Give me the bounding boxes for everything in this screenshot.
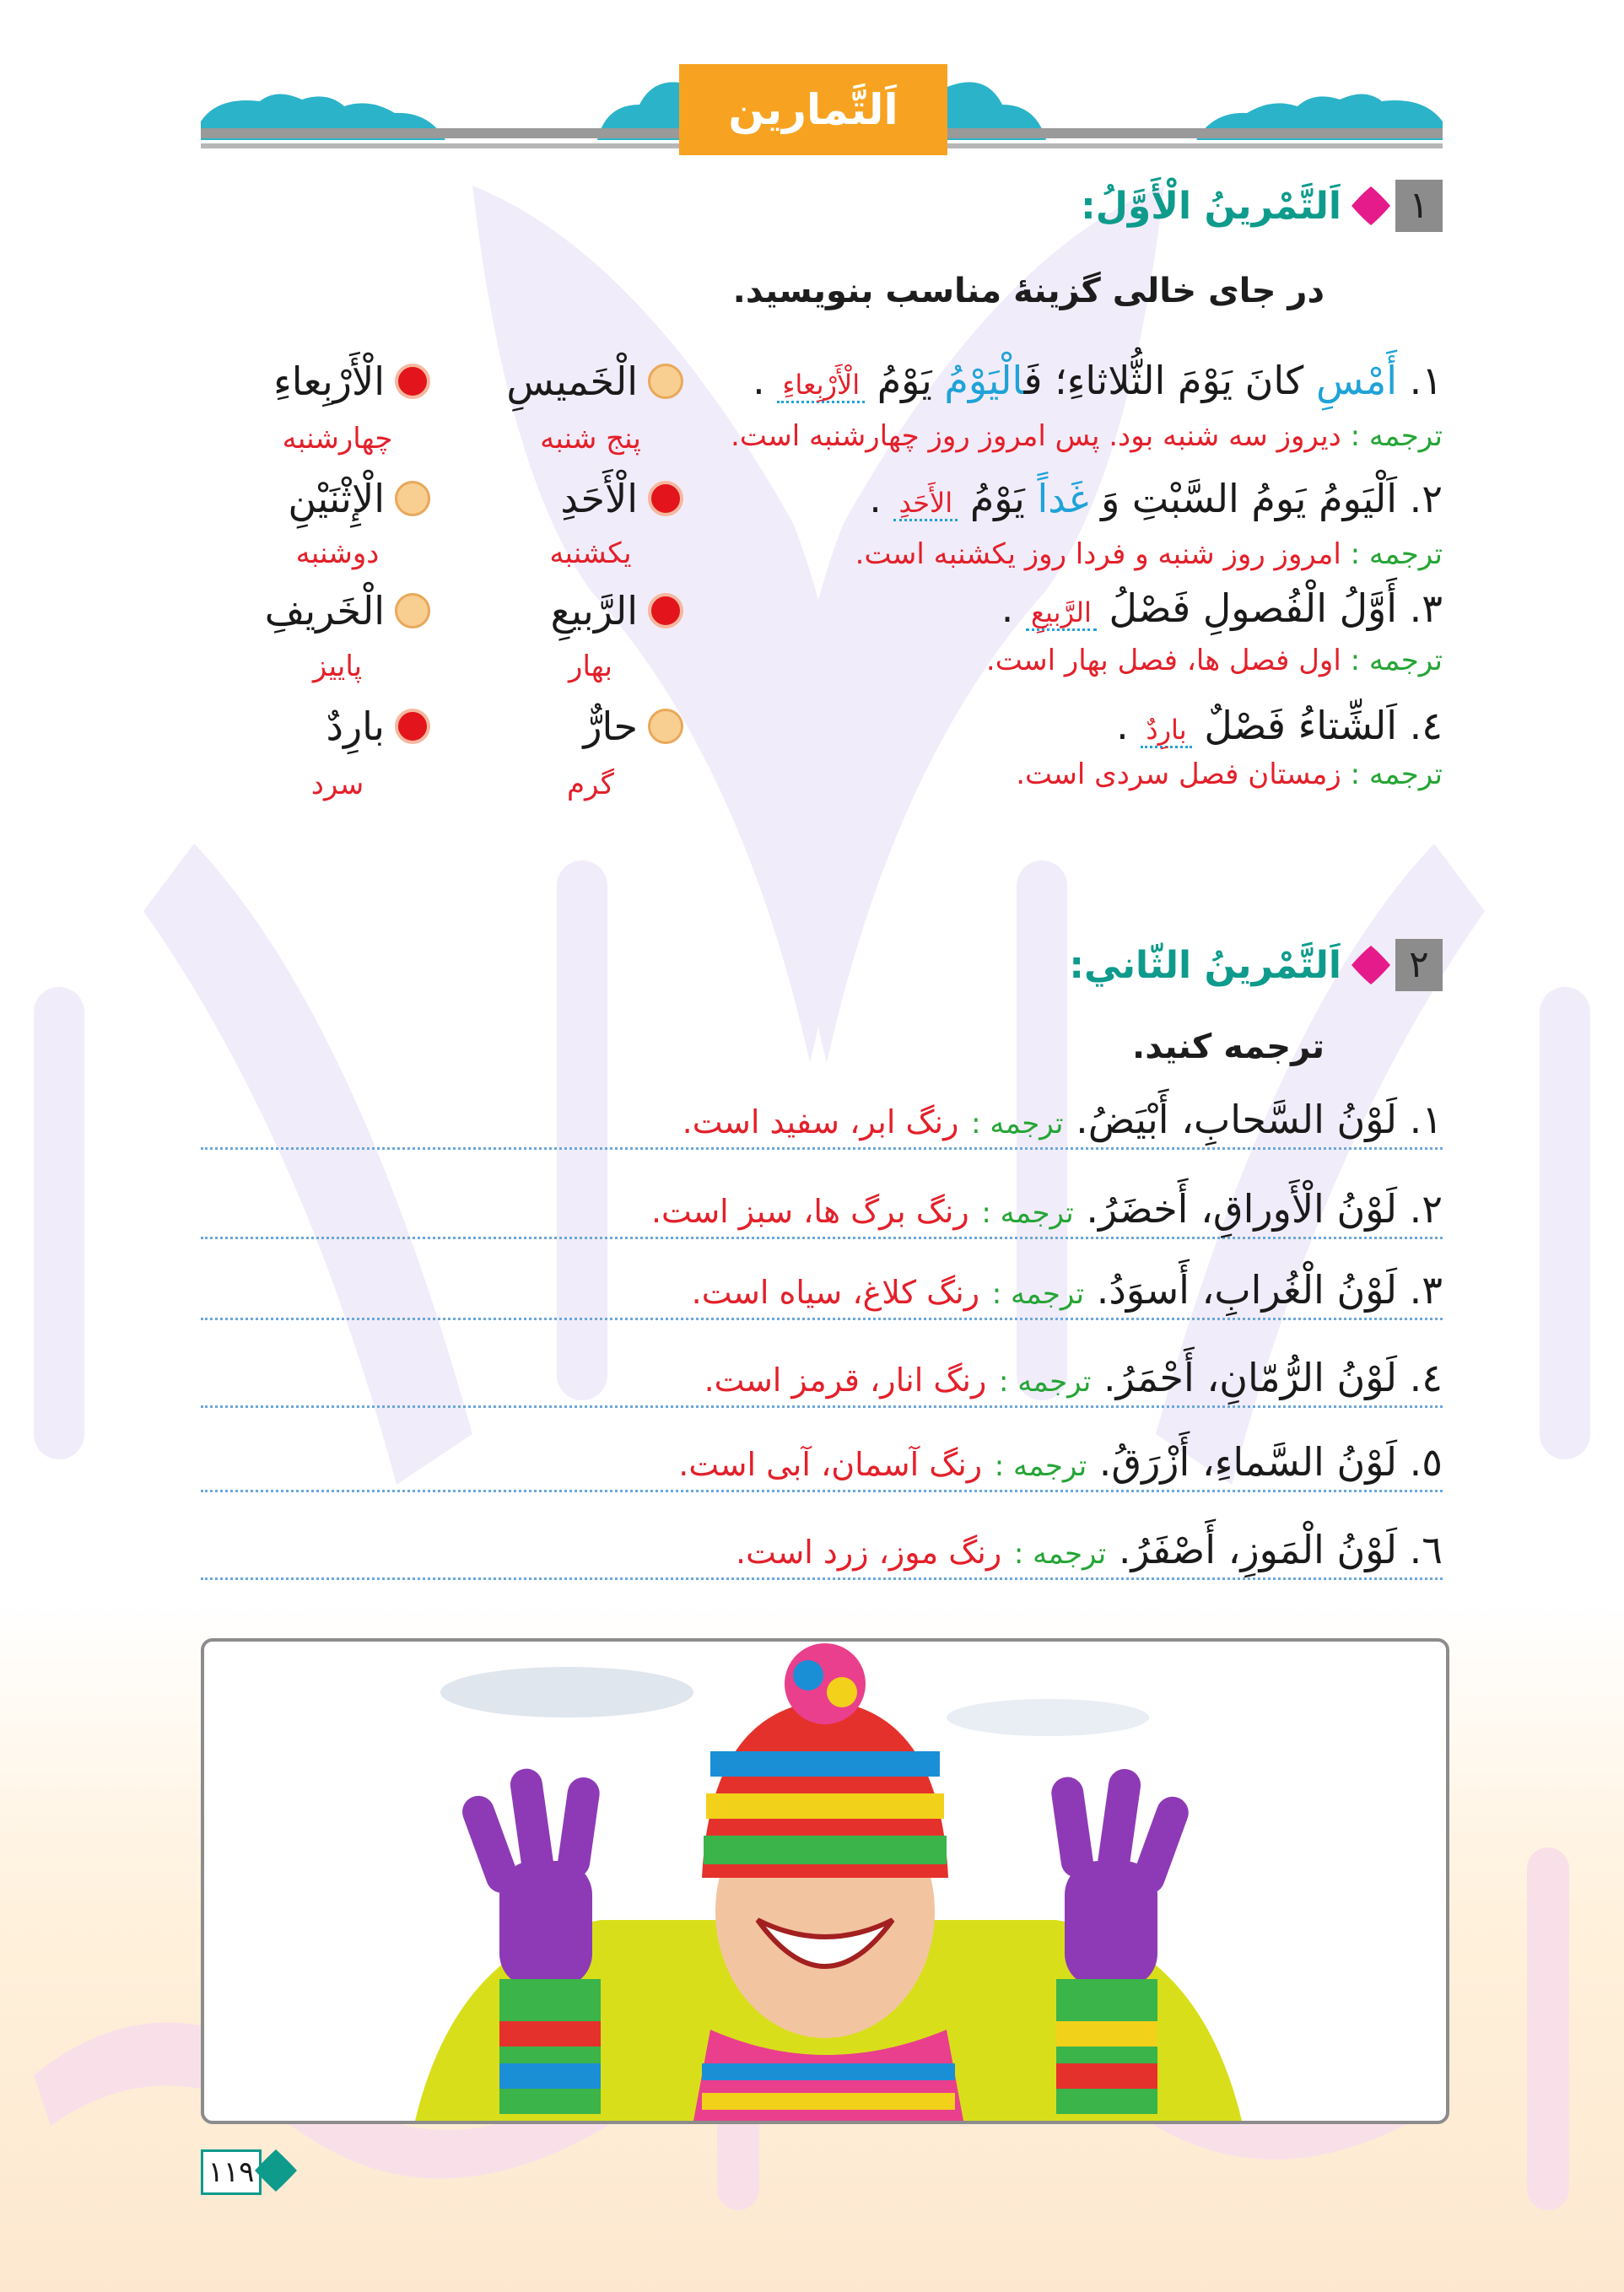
radio-selected-icon[interactable] bbox=[648, 481, 683, 516]
page-number-flower-icon bbox=[253, 2148, 299, 2193]
exercise1-title: اَلتَّمْرینُ الْأَوَّلُ: bbox=[1081, 184, 1341, 228]
exercise1-number: ۱ bbox=[1395, 180, 1443, 232]
option-thursday-meaning: پنج شنبه bbox=[540, 422, 641, 456]
answer-4[interactable]: بارِدٌ bbox=[1141, 714, 1191, 748]
radio-icon[interactable] bbox=[648, 364, 683, 399]
exercise2-number: ۲ bbox=[1395, 939, 1443, 991]
translation-line-6[interactable]: ٦. لَوْنُ الْمَوزِ، أَصْفَرُ. ترجمه : رنگ موز، زرد است. bbox=[201, 1527, 1443, 1580]
question-4: ٤. اَلشِّتاءُ فَصْلٌ بارِدٌ . bbox=[1116, 703, 1443, 748]
translation-line-2[interactable]: ۲. لَوْنُ الْأَوراقِ، أَخضَرُ. ترجمه : رنگ برگ ها، سبز است. bbox=[201, 1186, 1443, 1239]
option-wednesday-meaning: چهارشنبه bbox=[282, 422, 393, 456]
option-spring-meaning: بهار bbox=[569, 650, 612, 683]
translation-4: ترجمه : زمستان فصل سردی است. bbox=[1016, 758, 1443, 791]
photo-girl-in-winter-clothes bbox=[201, 1638, 1449, 2124]
radio-selected-icon[interactable] bbox=[395, 364, 430, 399]
translation-3: ترجمه : اول فصل ها، فصل بهار است. bbox=[985, 644, 1443, 677]
option-monday-meaning: دوشنبه bbox=[295, 537, 380, 570]
radio-selected-icon[interactable] bbox=[395, 709, 430, 744]
flower-icon bbox=[1350, 944, 1392, 986]
exercise2-title: اَلتَّمْرينُ الثّاني: bbox=[1069, 943, 1341, 987]
exercise2-heading bbox=[1069, 938, 1443, 992]
option-sunday-meaning: یکشنبه bbox=[549, 537, 632, 570]
translation-line-5[interactable]: ٥. لَوْنُ السَّماءِ، أَزْرَقُ. ترجمه : رنگ آسمان، آبی است. bbox=[201, 1439, 1443, 1492]
translation-line-1[interactable]: ۱. لَوْنُ السَّحابِ، أَبْيَضُ. ترجمه : رنگ ابر، سفید است. bbox=[201, 1097, 1443, 1150]
question-3: ۳. أَوَّلُ الْفُصولِ فَصْلُ الرَّبيعِ . bbox=[1001, 585, 1443, 631]
option-cold[interactable]: بارِدٌ bbox=[326, 704, 430, 749]
translation-2: ترجمه : امروز روز شنبه و فردا روز یکشنبه است. bbox=[855, 537, 1443, 571]
question-1: ۱. أَمْسِ كانَ يَوْمَ الثُّلاثاءِ؛ فَالْيَوْمُ يَوْمُ الْأَرْبِعاءِ . bbox=[753, 358, 1443, 403]
option-cold-meaning: سرد bbox=[310, 768, 364, 801]
radio-icon[interactable] bbox=[395, 481, 430, 516]
option-autumn[interactable]: الْخَريفِ bbox=[265, 588, 430, 634]
radio-icon[interactable] bbox=[648, 709, 683, 744]
option-hot[interactable]: حارٌّ bbox=[583, 704, 683, 749]
option-wednesday[interactable]: الْأَرْبِعاءِ bbox=[273, 359, 430, 404]
answer-3[interactable]: الرَّبيعِ bbox=[1026, 596, 1097, 631]
option-thursday[interactable]: الْخَميسِ bbox=[506, 359, 683, 404]
exercise2-instruction: ترجمه کنید. bbox=[1132, 1027, 1325, 1066]
option-hot-meaning: گرم bbox=[567, 768, 614, 801]
radio-selected-icon[interactable] bbox=[648, 593, 683, 628]
exercise1-instruction: در جای خالی گزینهٔ مناسب بنویسید. bbox=[732, 272, 1325, 310]
option-sunday[interactable]: الْأَحَدِ bbox=[560, 476, 683, 521]
translation-1: ترجمه : دیروز سه شنبه بود. پس امروز روز چهارشنبه است. bbox=[731, 419, 1443, 453]
flower-icon bbox=[1350, 185, 1392, 227]
option-monday[interactable]: الْإِثْنَيْنِ bbox=[288, 476, 430, 521]
question-2: ۲. اَلْيَومُ يَومُ السَّبْتِ وَ غَداً يَوْمُ الأَحَدِ . bbox=[869, 476, 1443, 521]
translation-line-3[interactable]: ۳. لَوْنُ الْغُرابِ، أَسوَدُ. ترجمه : رنگ کلاغ، سیاه است. bbox=[201, 1267, 1443, 1320]
page-number: ۱۱۹ bbox=[201, 2149, 262, 2195]
page-title: اَلتَّمارین bbox=[679, 64, 947, 155]
answer-2[interactable]: الأَحَدِ bbox=[893, 487, 958, 521]
exercise1-heading bbox=[1081, 179, 1443, 233]
translation-line-4[interactable]: ٤. لَوْنُ الرُّمّانِ، أَحْمَرُ. ترجمه : رنگ انار، قرمز است. bbox=[201, 1355, 1443, 1408]
radio-icon[interactable] bbox=[395, 593, 430, 628]
answer-1[interactable]: الْأَرْبِعاءِ bbox=[777, 369, 865, 403]
option-spring[interactable]: الرَّبيعِ bbox=[551, 588, 683, 634]
option-autumn-meaning: پاییز bbox=[312, 650, 363, 683]
